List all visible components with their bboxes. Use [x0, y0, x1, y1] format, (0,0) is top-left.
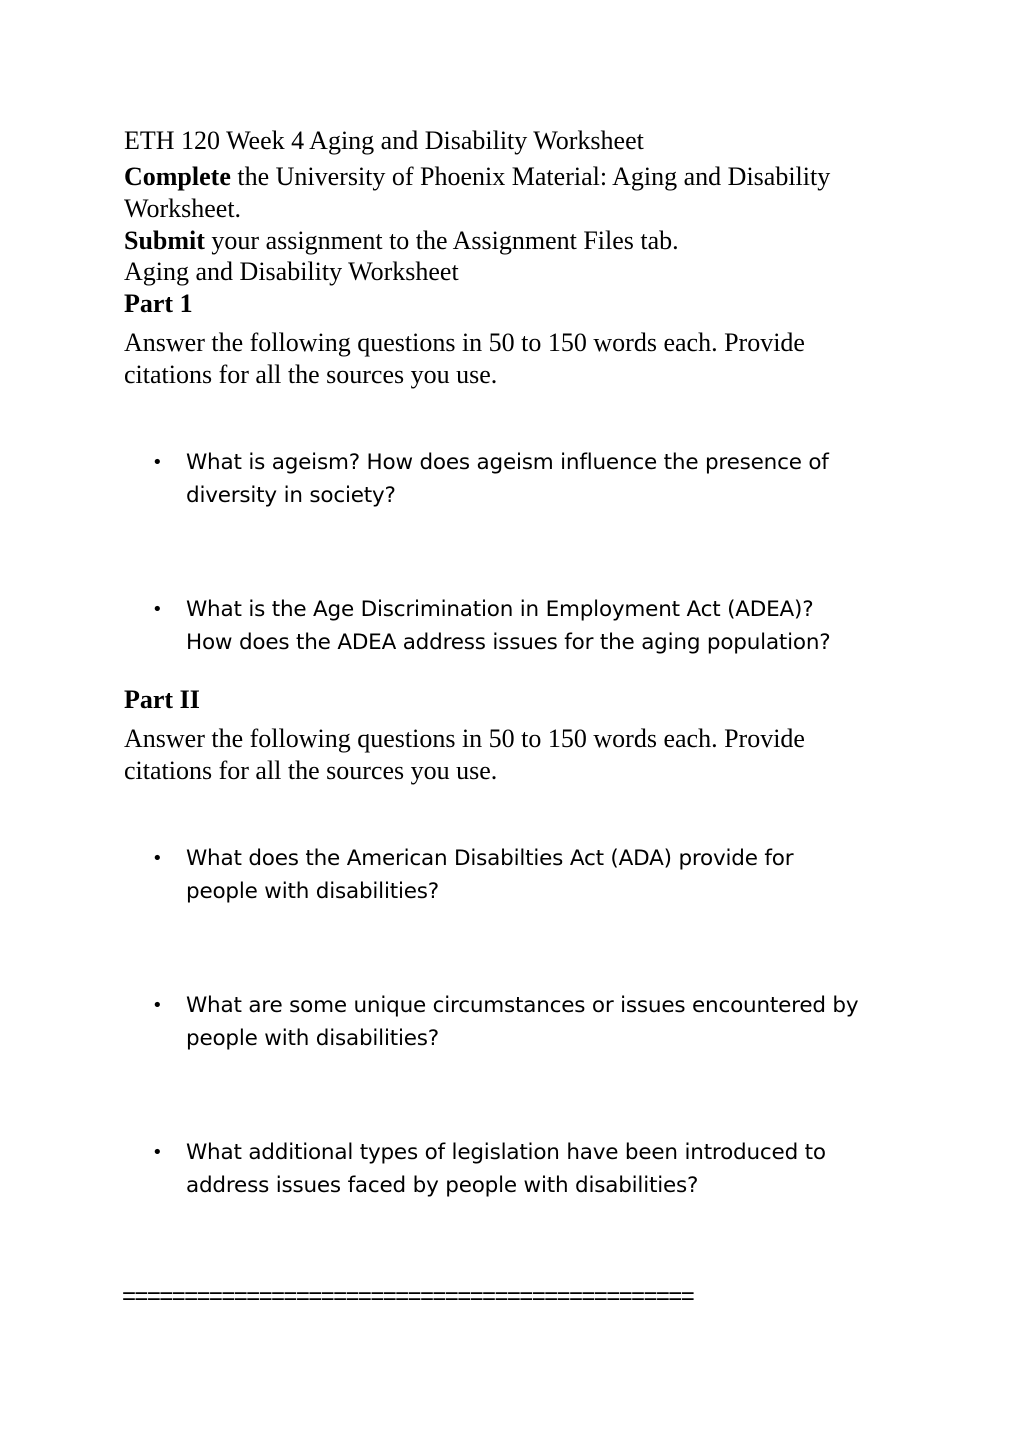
complete-instruction-line2: Worksheet.	[124, 194, 242, 223]
bullet-icon: •	[152, 1142, 163, 1163]
bullet-icon: •	[152, 848, 163, 869]
question-line: people with disabilities?	[186, 1026, 439, 1051]
submit-keyword: Submit	[124, 226, 205, 255]
bullet-icon: •	[152, 599, 163, 620]
part1-instructions-line2: citations for all the sources you use.	[124, 360, 498, 389]
separator-line: ==============================================	[122, 1283, 694, 1310]
submit-instruction-text: your assignment to the Assignment Files tab.	[204, 226, 679, 255]
complete-instruction-line1	[124, 161, 904, 193]
question-line: What is the Age Discrimination in Employment Act (ADEA)?	[186, 597, 814, 622]
bullet-icon: •	[152, 995, 163, 1016]
part2-instructions-line1: Answer the following questions in 50 to 150 words each. Provide	[124, 724, 805, 753]
question-line: diversity in society?	[186, 483, 396, 508]
complete-keyword: Complete	[124, 162, 231, 191]
question-line: What additional types of legislation have been introduced to	[186, 1140, 826, 1165]
question-line: address issues faced by people with disabilities?	[186, 1173, 699, 1198]
question-line: How does the ADEA address issues for the aging population?	[186, 630, 831, 655]
submit-instruction	[124, 225, 904, 257]
question-line: What does the American Disabilties Act (ADA) provide for	[186, 846, 794, 871]
worksheet-subtitle: Aging and Disability Worksheet	[124, 257, 459, 286]
question-line: people with disabilities?	[186, 879, 439, 904]
part2-instructions-line2: citations for all the sources you use.	[124, 756, 498, 785]
document-title: ETH 120 Week 4 Aging and Disability Worksheet	[124, 126, 644, 155]
part2-heading: Part II	[124, 685, 200, 714]
question-line: What is ageism? How does ageism influence the presence of	[186, 450, 829, 475]
bullet-icon: •	[152, 452, 163, 473]
question-line: What are some unique circumstances or issues encountered by	[186, 993, 859, 1018]
part1-instructions-line1: Answer the following questions in 50 to 150 words each. Provide	[124, 328, 805, 357]
complete-instruction-text: the University of Phoenix Material: Aging and Disability	[230, 162, 831, 191]
part1-heading: Part 1	[124, 289, 193, 318]
